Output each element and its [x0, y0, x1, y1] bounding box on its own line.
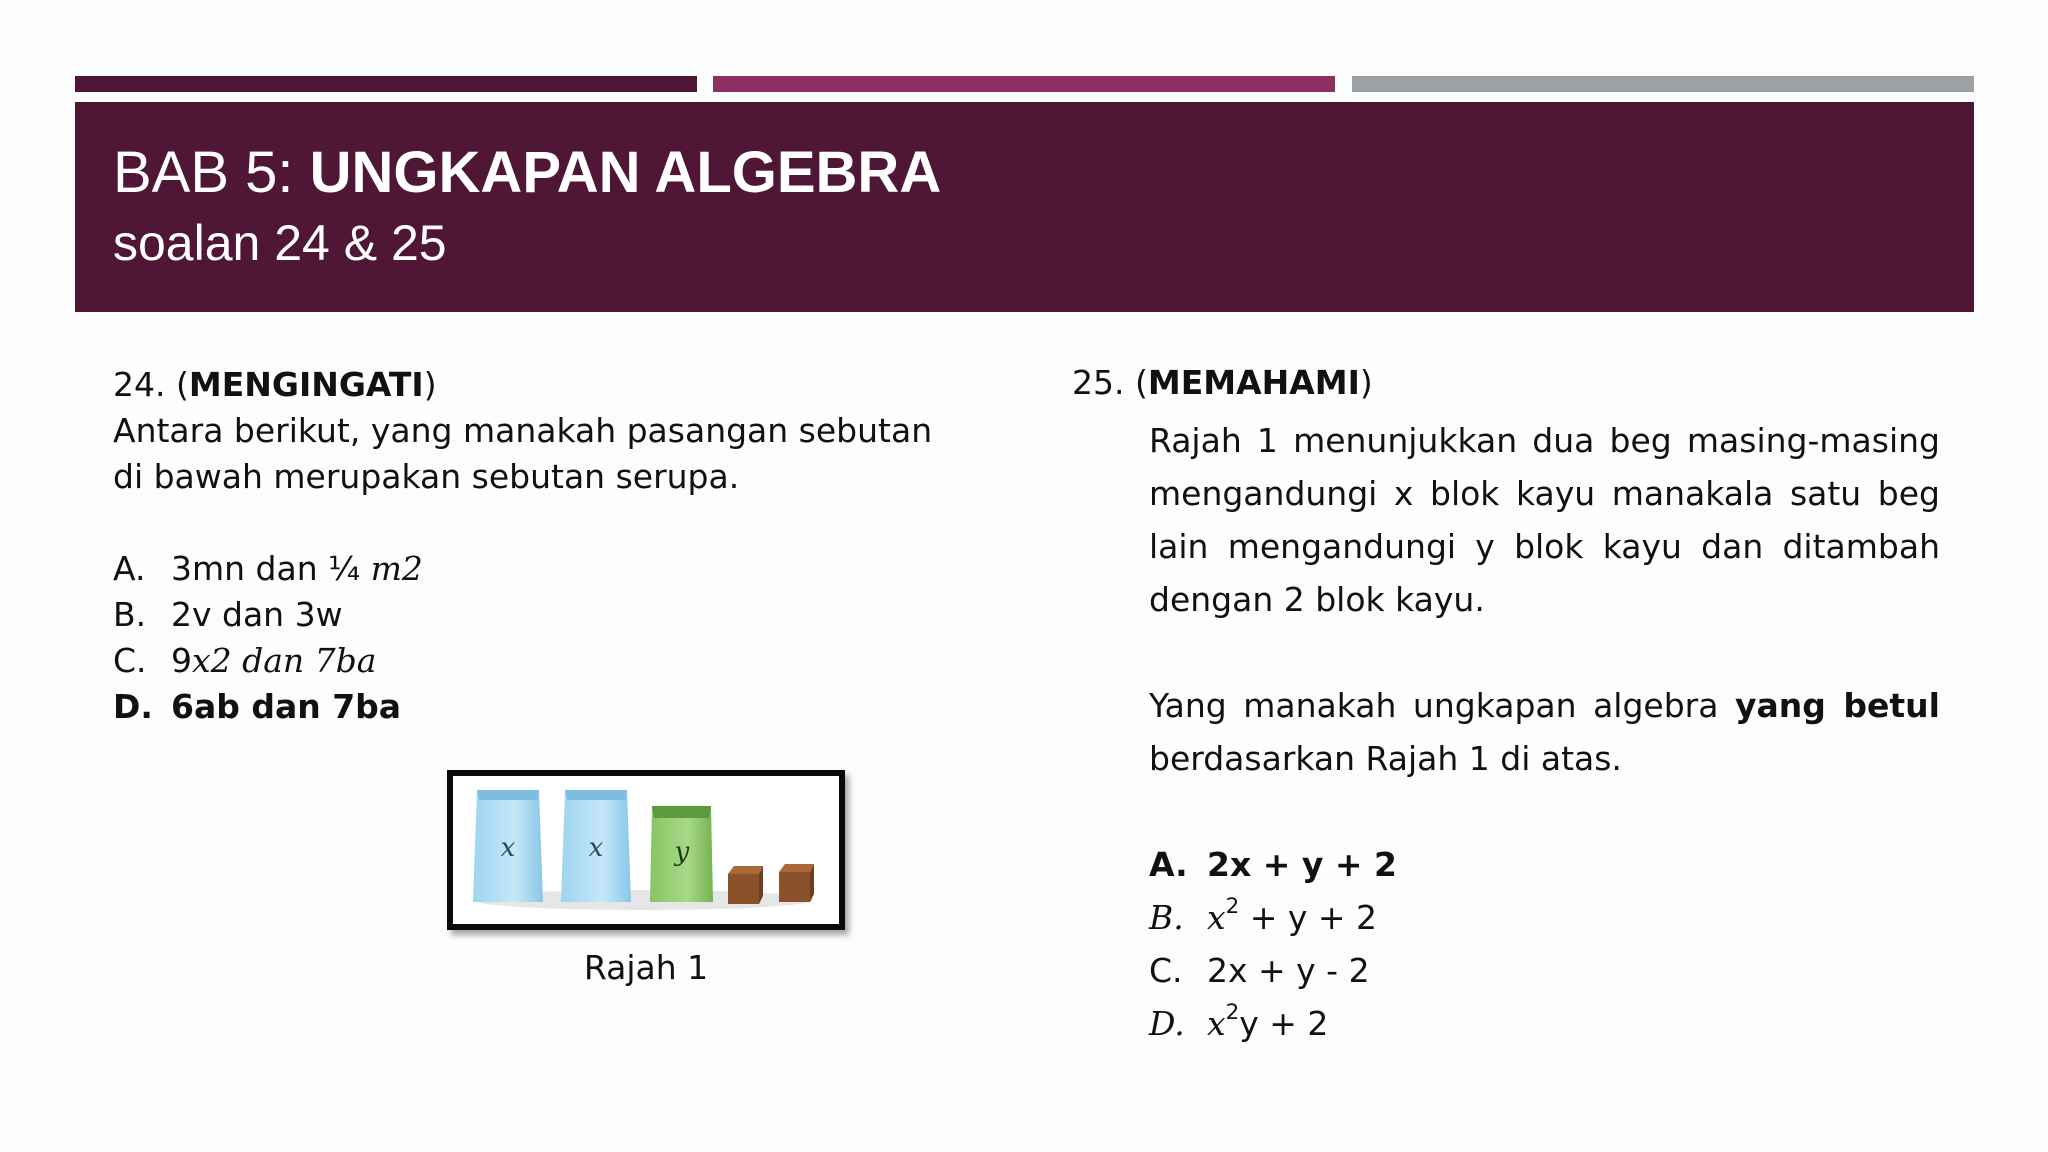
question-25-number [1072, 362, 1942, 404]
option-letter: D. [113, 687, 153, 726]
option-exponent: 2 [1225, 893, 1240, 919]
q24-num-open: 24. ( [113, 365, 189, 404]
q25-paragraph-2 [1149, 679, 1940, 785]
option-plain: 9 [171, 641, 192, 680]
option-rest: + y + 2 [1239, 898, 1378, 937]
figure-caption: Rajah 1 [583, 948, 709, 987]
q25-paragraph-1: Rajah 1 menunjukkan dua beg masing-masing mengandungi x blok kayu manakala satu beg lain mengandungi y blok kayu dan ditambah dengan 2 blok kayu. [1149, 421, 1940, 619]
question-25 [1072, 362, 1942, 1050]
q25-option-c [1149, 944, 1942, 997]
option-letter: B. [113, 595, 147, 634]
option-letter: D. [1149, 1004, 1185, 1043]
option-exponent: 2 [1225, 999, 1240, 1025]
option-text [1207, 891, 1377, 944]
q25-num-open: 25. ( [1072, 363, 1148, 402]
option-variable: x [1207, 1004, 1226, 1043]
option-plain: 3mn dan ¼ [171, 549, 371, 588]
question-25-options [1149, 838, 1942, 1050]
q25-para2-bold: yang betul [1734, 686, 1940, 725]
option-text [171, 638, 376, 684]
q24-option-b [113, 592, 963, 638]
bag-x-1 [473, 790, 543, 902]
slide-title [113, 138, 941, 208]
wood-block-2 [779, 864, 814, 902]
q25-para2-after: berdasarkan Rajah 1 di atas. [1149, 739, 1622, 778]
title-prefix: BAB 5: [113, 140, 310, 205]
wood-block-1 [728, 866, 763, 904]
question-25-stem [1149, 414, 1940, 785]
option-variable: x [1207, 898, 1226, 937]
bag-y [650, 806, 713, 902]
option-rest: y + 2 [1239, 1004, 1329, 1043]
title-main: UNGKAPAN ALGEBRA [309, 140, 942, 205]
bag-label: y [674, 837, 690, 867]
option-letter: C. [113, 641, 147, 680]
q24-option-d [113, 684, 963, 730]
option-text: 2x + y + 2 [1207, 845, 1397, 884]
q25-option-a [1149, 838, 1942, 891]
bag-label: x [500, 833, 516, 863]
option-text: 2x + y - 2 [1207, 951, 1370, 990]
accent-bar-grey [1352, 76, 1974, 92]
option-letter: B. [1149, 898, 1184, 937]
bag-x-2 [561, 790, 631, 902]
q25-num-close: ) [1359, 363, 1373, 402]
question-24-stem: Antara berikut, yang manakah pasangan sebutan di bawah merupakan sebutan serupa. [113, 411, 933, 496]
q24-option-c [113, 638, 963, 684]
q24-num-close: ) [423, 365, 437, 404]
option-text: 6ab dan 7ba [171, 687, 402, 726]
bag-label: x [588, 833, 604, 863]
q24-level: MENGINGATI [188, 365, 424, 404]
q25-option-b [1149, 891, 1942, 944]
option-letter: C. [1149, 951, 1183, 990]
q25-para2-before: Yang manakah ungkapan algebra [1149, 686, 1735, 725]
question-24-number [113, 362, 963, 408]
option-text [1207, 997, 1328, 1050]
option-text [171, 546, 423, 592]
slide-header [75, 102, 1974, 312]
accent-bar-dark [75, 76, 697, 92]
accent-bar-magenta [713, 76, 1335, 92]
slide-subtitle: soalan 24 & 25 [113, 215, 447, 271]
q25-option-d [1149, 997, 1942, 1050]
q25-level: MEMAHAMI [1147, 363, 1360, 402]
option-letter: A. [1149, 845, 1188, 884]
q24-option-a [113, 546, 963, 592]
rajah-1-figure [447, 770, 845, 930]
option-letter: A. [113, 549, 146, 588]
bags-illustration [453, 776, 839, 924]
option-text: 2v dan 3w [171, 595, 343, 634]
option-italic: m2 [370, 549, 423, 588]
question-24-options [113, 546, 963, 730]
option-italic: x2 dan 7ba [192, 641, 377, 680]
question-24 [113, 362, 963, 730]
